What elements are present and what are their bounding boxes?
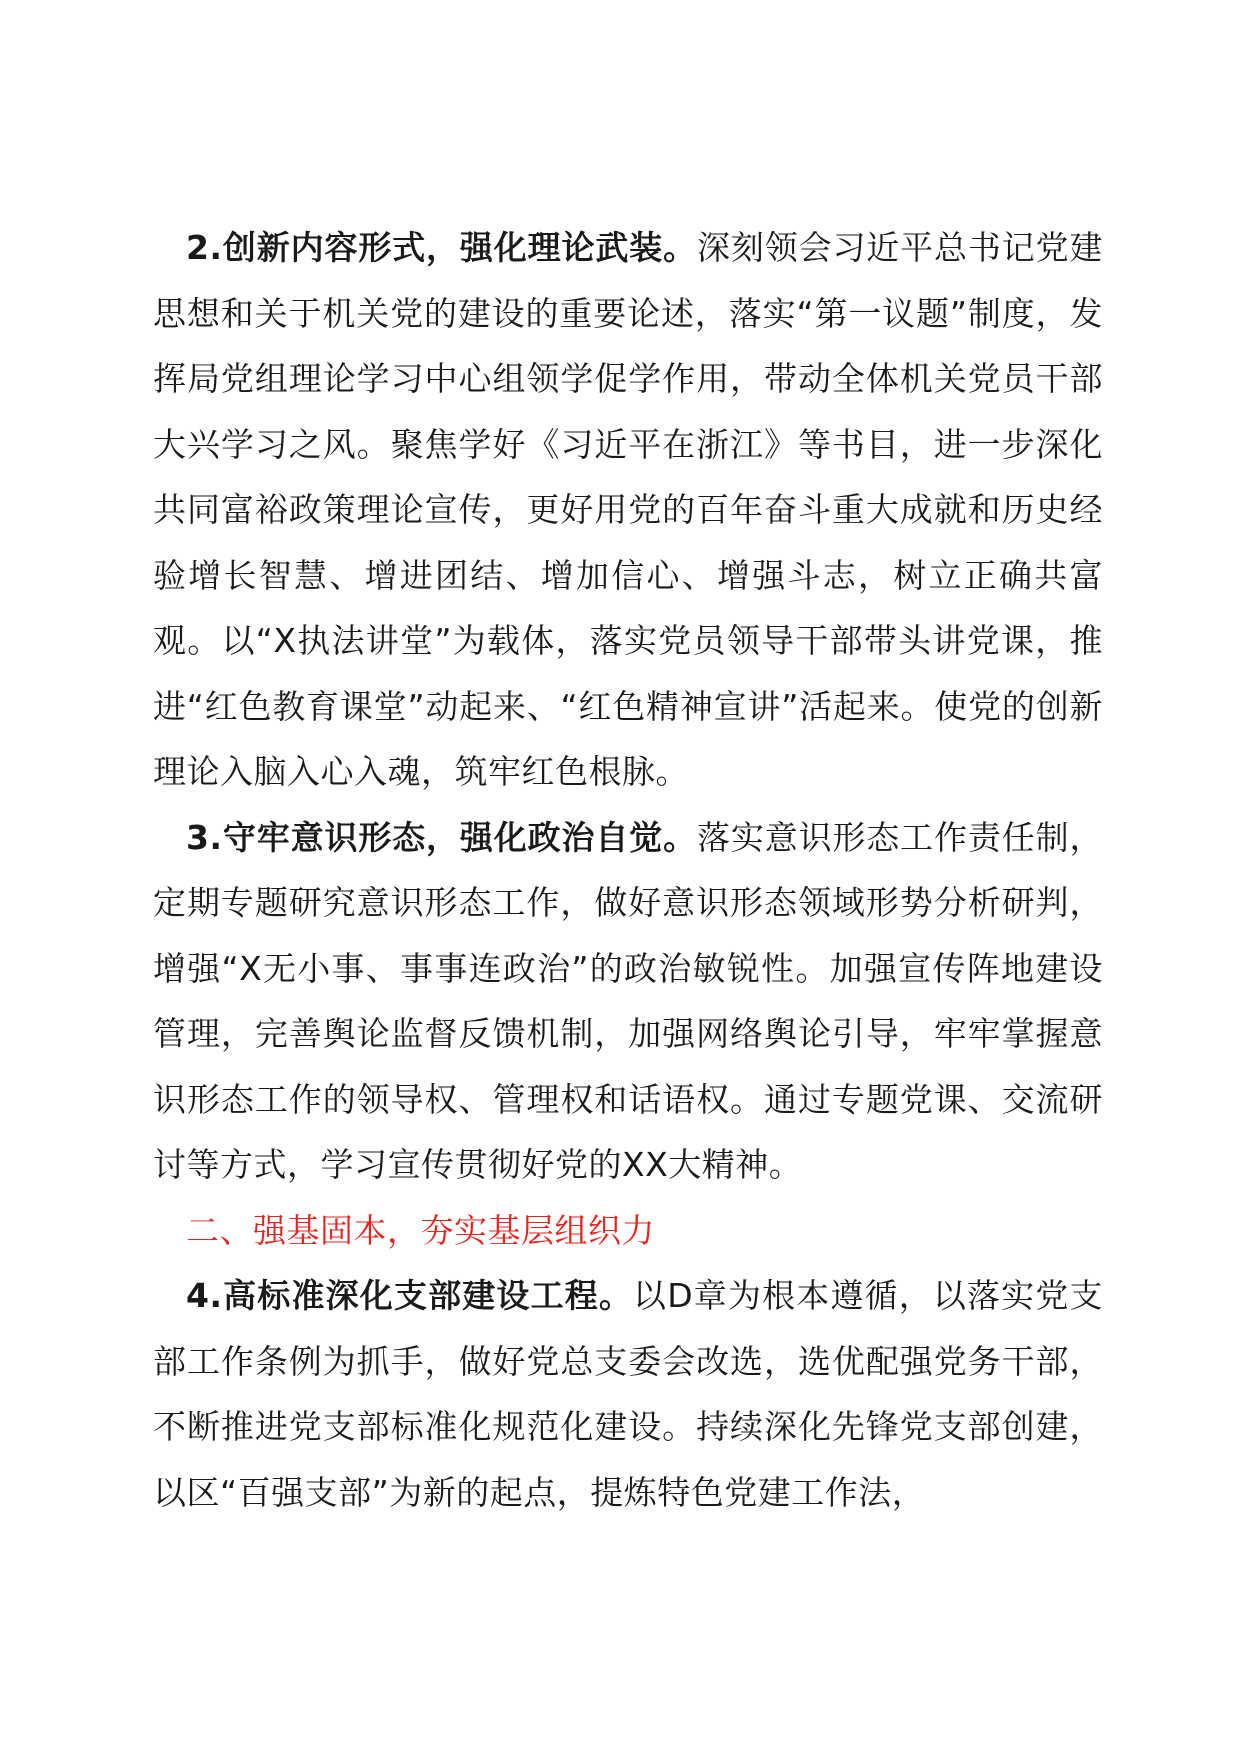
paragraph-lead: 3.守牢意识形态，强化政治自觉。	[186, 817, 697, 857]
paragraph-branch-building	[153, 1263, 1103, 1525]
document-body	[153, 215, 1103, 1525]
paragraph-text: 落实意识形态工作责任制，定期专题研究意识形态工作，做好意识形态领域形势分析研判，增强“X无小事、事事连政治”的政治敏锐性。加强宣传阵地建设管理，完善舆论监督反馈机制，加强网络舆论引导，牢牢掌握意识形态工作的领导权、管理权和话语权。通过专题党课、交流研讨等方式，学习宣传贯彻好党的XX大精神。	[153, 817, 1104, 1184]
paragraph-lead: 2.创新内容形式，强化理论武装。	[186, 228, 697, 267]
paragraph-ideology	[153, 805, 1103, 1198]
paragraph-theory-arming	[153, 215, 1103, 805]
section-heading: 二、强基固本，夯实基层组织力	[186, 1210, 655, 1250]
paragraph-text: 深刻领会习近平总书记党建思想和关于机关党的建设的重要论述，落实“第一议题”制度，发挥局党组理论学习中心组领学促学作用，带动全体机关党员干部大兴学习之风。聚焦学好《习近平在浙江》等书目，进一步深化共同富裕政策理论宣传，更好用党的百年奋斗重大成就和历史经验增长智慧、增进团结、增加信心、增强斗志，树立正确共富观。以“X执法讲堂”为载体，落实党员领导干部带头讲党课，推进“红色教育课堂”动起来、“红色精神宣讲”活起来。使党的创新理论入脑入心入魂，筑牢红色根脉。	[153, 228, 1104, 791]
paragraph-text: 以D章为根本遵循，以落实党支部工作条例为抓手，做好党总支委会改选，选优配强党务干部，不断推进党支部标准化规范化建设。持续深化先锋党支部创建，以区“百强支部”为新的起点，提炼特色党建工作法，	[153, 1276, 1103, 1512]
paragraph-lead: 4.高标准深化支部建设工程。	[186, 1276, 634, 1315]
